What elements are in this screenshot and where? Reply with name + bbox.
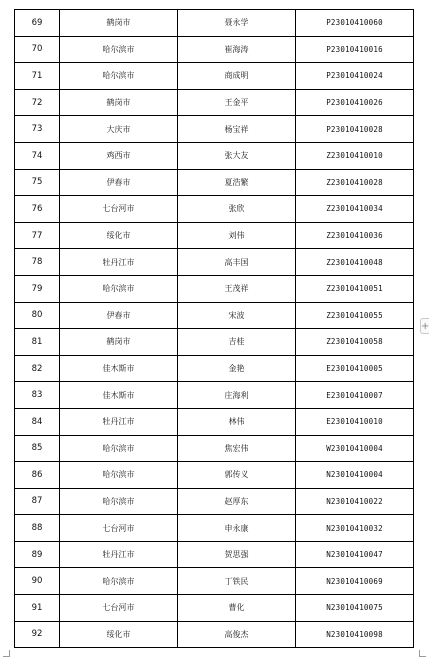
cell-number: 69 [15, 10, 60, 37]
cell-person-name: 王茂祥 [178, 275, 296, 302]
table-row [15, 382, 414, 409]
cell-city: 哈尔滨市 [60, 435, 178, 462]
cell-person-name: 商成明 [178, 63, 296, 90]
cell-city: 鹤岗市 [60, 89, 178, 116]
cell-id-code: Z23010410051 [296, 275, 414, 302]
table-row [15, 435, 414, 462]
cell-city: 哈尔滨市 [60, 36, 178, 63]
table-row [15, 302, 414, 329]
cell-id-code: Z23010410036 [296, 222, 414, 249]
cell-person-name: 夏浩繁 [178, 169, 296, 196]
cell-number: 78 [15, 249, 60, 276]
cell-city: 哈尔滨市 [60, 568, 178, 595]
cell-person-name: 林伟 [178, 408, 296, 435]
cell-number: 79 [15, 275, 60, 302]
roster-table [14, 9, 414, 648]
cell-number: 92 [15, 621, 60, 648]
cell-person-name: 吉桂 [178, 329, 296, 356]
cell-number: 89 [15, 541, 60, 568]
cell-city: 伊春市 [60, 169, 178, 196]
table-row [15, 329, 414, 356]
table-row [15, 355, 414, 382]
cell-number: 90 [15, 568, 60, 595]
table-row [15, 488, 414, 515]
cell-city: 哈尔滨市 [60, 63, 178, 90]
cell-person-name: 张大友 [178, 142, 296, 169]
cell-person-name: 曹化 [178, 595, 296, 622]
cell-id-code: E23010410010 [296, 408, 414, 435]
cell-id-code: N23010410075 [296, 595, 414, 622]
cell-city: 大庆市 [60, 116, 178, 143]
cell-id-code: Z23010410058 [296, 329, 414, 356]
cell-person-name: 高丰国 [178, 249, 296, 276]
table-row [15, 36, 414, 63]
cell-person-name: 刘伟 [178, 222, 296, 249]
cell-id-code: P23010410024 [296, 63, 414, 90]
cell-person-name: 焦宏伟 [178, 435, 296, 462]
cell-id-code: N23010410047 [296, 541, 414, 568]
cell-number: 77 [15, 222, 60, 249]
cell-id-code: N23010410022 [296, 488, 414, 515]
table-row [15, 142, 414, 169]
table-row [15, 10, 414, 37]
cell-person-name: 王金平 [178, 89, 296, 116]
cell-person-name: 张欣 [178, 196, 296, 223]
cell-id-code: Z23010410034 [296, 196, 414, 223]
cell-city: 佳木斯市 [60, 382, 178, 409]
cell-city: 绥化市 [60, 222, 178, 249]
cell-id-code: W23010410004 [296, 435, 414, 462]
cell-number: 71 [15, 63, 60, 90]
cell-id-code: Z23010410048 [296, 249, 414, 276]
cell-id-code: P23010410026 [296, 89, 414, 116]
cell-person-name: 杨宝祥 [178, 116, 296, 143]
cell-city: 鹤岗市 [60, 10, 178, 37]
table-row [15, 116, 414, 143]
cell-id-code: E23010410005 [296, 355, 414, 382]
cell-city: 哈尔滨市 [60, 462, 178, 489]
table-row [15, 595, 414, 622]
cell-city: 七台河市 [60, 595, 178, 622]
cell-city: 鹤岗市 [60, 329, 178, 356]
cell-city: 七台河市 [60, 515, 178, 542]
cell-person-name: 申永康 [178, 515, 296, 542]
cell-city: 牡丹江市 [60, 541, 178, 568]
cell-id-code: P23010410016 [296, 36, 414, 63]
cell-person-name: 聂永学 [178, 10, 296, 37]
page-corner-mark-right [419, 650, 426, 657]
cell-city: 伊春市 [60, 302, 178, 329]
table-row [15, 249, 414, 276]
cell-person-name: 贺思强 [178, 541, 296, 568]
cell-number: 86 [15, 462, 60, 489]
cell-city: 佳木斯市 [60, 355, 178, 382]
cell-city: 绥化市 [60, 621, 178, 648]
cell-city: 鸡西市 [60, 142, 178, 169]
cell-number: 70 [15, 36, 60, 63]
table-row [15, 568, 414, 595]
cell-person-name: 郭传义 [178, 462, 296, 489]
cell-id-code: N23010410032 [296, 515, 414, 542]
cell-number: 82 [15, 355, 60, 382]
table-body [15, 10, 414, 648]
cell-id-code: Z23010410055 [296, 302, 414, 329]
add-column-handle[interactable] [420, 318, 429, 334]
cell-number: 75 [15, 169, 60, 196]
cell-number: 91 [15, 595, 60, 622]
table-row [15, 515, 414, 542]
cell-id-code: E23010410007 [296, 382, 414, 409]
cell-id-code: P23010410028 [296, 116, 414, 143]
cell-id-code: N23010410098 [296, 621, 414, 648]
cell-number: 85 [15, 435, 60, 462]
cell-id-code: N23010410004 [296, 462, 414, 489]
cell-number: 83 [15, 382, 60, 409]
cell-person-name: 宋波 [178, 302, 296, 329]
table-row [15, 169, 414, 196]
cell-person-name: 丁铁民 [178, 568, 296, 595]
cell-number: 72 [15, 89, 60, 116]
cell-number: 74 [15, 142, 60, 169]
cell-id-code: N23010410069 [296, 568, 414, 595]
table-row [15, 408, 414, 435]
cell-city: 哈尔滨市 [60, 488, 178, 515]
cell-person-name: 赵厚东 [178, 488, 296, 515]
cell-number: 88 [15, 515, 60, 542]
cell-person-name: 高俊杰 [178, 621, 296, 648]
cell-person-name: 庄海利 [178, 382, 296, 409]
cell-number: 87 [15, 488, 60, 515]
cell-number: 76 [15, 196, 60, 223]
table-row [15, 462, 414, 489]
table-row [15, 621, 414, 648]
cell-number: 73 [15, 116, 60, 143]
cell-number: 80 [15, 302, 60, 329]
cell-city: 哈尔滨市 [60, 275, 178, 302]
cell-city: 牡丹江市 [60, 249, 178, 276]
cell-city: 牡丹江市 [60, 408, 178, 435]
table-row [15, 196, 414, 223]
page-corner-mark-left [3, 650, 10, 657]
cell-id-code: Z23010410010 [296, 142, 414, 169]
table-row [15, 222, 414, 249]
table-row [15, 541, 414, 568]
table-row [15, 275, 414, 302]
table-row [15, 63, 414, 90]
cell-id-code: P23010410060 [296, 10, 414, 37]
cell-city: 七台河市 [60, 196, 178, 223]
plus-icon: + [421, 321, 429, 332]
cell-person-name: 崔海涛 [178, 36, 296, 63]
cell-person-name: 金艳 [178, 355, 296, 382]
cell-id-code: Z23010410028 [296, 169, 414, 196]
cell-number: 81 [15, 329, 60, 356]
cell-number: 84 [15, 408, 60, 435]
table-row [15, 89, 414, 116]
